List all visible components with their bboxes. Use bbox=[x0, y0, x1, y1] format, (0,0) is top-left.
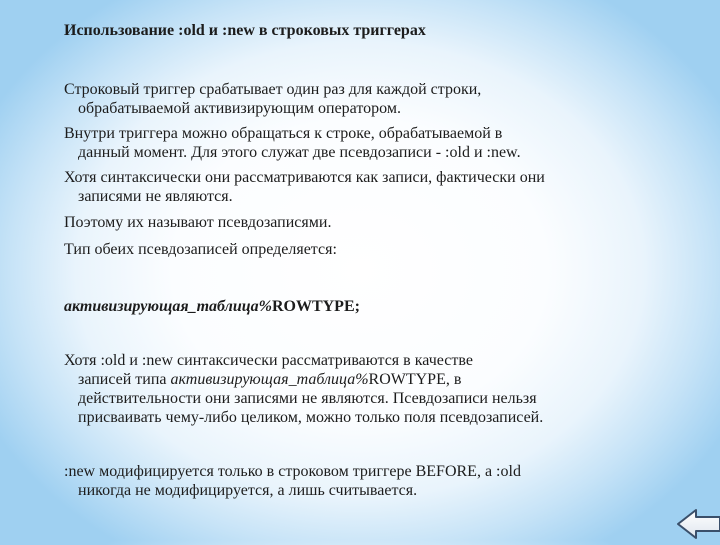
slide-title: Использование :old и :new в строковых триггерах bbox=[64, 22, 426, 39]
paragraph-pseudo-records bbox=[64, 168, 704, 206]
paragraph-line: обрабатываемой активизирующим оператором. bbox=[78, 100, 401, 117]
paragraph-line: присваивать чему-либо целиком, можно только поля псевдозаписей. bbox=[78, 409, 544, 426]
paragraph-line: Внутри триггера можно обращаться к строке, обрабатываемой в bbox=[64, 125, 503, 142]
paragraph-line: записями не являются. bbox=[78, 188, 233, 205]
paragraph-called-pseudo bbox=[64, 213, 704, 232]
back-arrow-icon bbox=[676, 508, 720, 540]
paragraph-line: :new модифицируется только в строковом триггере BEFORE, а :old bbox=[64, 463, 521, 480]
rowtype-table-name: активизирующая_таблица% bbox=[170, 371, 369, 388]
paragraph-line: записей типа активизирующая_таблица%ROWTYPE, в bbox=[78, 371, 462, 388]
paragraph-line: данный момент. Для этого служат две псевдозаписи - :old и :new. bbox=[78, 144, 521, 161]
paragraph-line: никогда не модифицируется, а лишь считывается. bbox=[78, 482, 418, 499]
paragraph-line: Хотя синтаксически они рассматриваются как записи, фактически они bbox=[64, 169, 545, 186]
paragraph-line: Хотя :old и :new синтаксически рассматриваются в качестве bbox=[64, 352, 473, 369]
rowtype-keyword: ROWTYPE; bbox=[271, 298, 360, 315]
paragraph-line: Строковый триггер срабатывает один раз для каждой строки, bbox=[64, 81, 482, 98]
paragraph-line: Поэтому их называют псевдозаписями. bbox=[64, 214, 332, 231]
paragraph-new-modified bbox=[64, 462, 704, 500]
paragraph-although-records bbox=[64, 351, 704, 427]
back-button[interactable] bbox=[676, 508, 720, 540]
paragraph-type-defined bbox=[64, 240, 704, 259]
paragraph-row-trigger bbox=[64, 80, 704, 118]
rowtype-table-name: активизирующая_таблица% bbox=[64, 298, 272, 315]
paragraph-line: Тип обеих псевдозаписей определяется: bbox=[64, 241, 337, 258]
paragraph-line: действительности они записями не являются. Псевдозаписи нельзя bbox=[78, 390, 537, 407]
paragraph-inside-trigger bbox=[64, 124, 704, 162]
rowtype-declaration bbox=[64, 297, 704, 316]
